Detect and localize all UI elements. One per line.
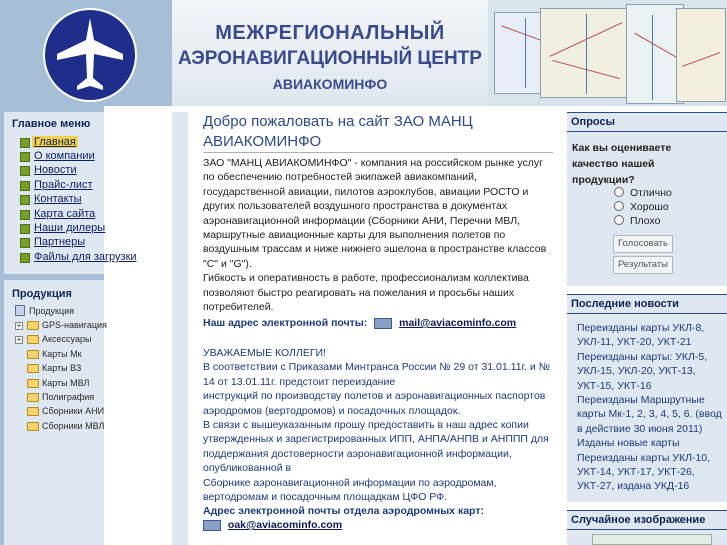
poll-option-label: Хорошо: [630, 201, 669, 213]
bullet-icon: [20, 195, 30, 205]
logo[interactable]: [43, 8, 137, 102]
folder-icon: [27, 321, 39, 330]
news-item[interactable]: Переизданы Маршрутные карты Мк-1, 2, 3, 4, 5, 6. (ввод в действие 30 июня 2011): [577, 394, 722, 435]
intro-paragraph: ЗАО "МАНЦ АВИАКОМИНФО" - компания на российском рынке услуг по обеспечению потребностей экипажей авиакомпаний, государственной авиации, пилотов аэроклубов, авиации РОСТО и других пользователей воздушного пространства в документах аэронавигационной информации (Сборники АНИ, Перечни МВЛ, маршрутные авиационные карты для выполнения полетов по воздушным трассам и ниже нижнего эшелона в пространстве классов "С" и "G").: [203, 157, 547, 270]
radio-icon[interactable]: [614, 187, 624, 197]
menu-item-partners[interactable]: Партнеры: [34, 236, 86, 248]
email-label: Наш адрес электронной почты:: [203, 317, 368, 329]
poll-option-label: Плохо: [630, 215, 661, 227]
folder-icon: [27, 350, 39, 359]
menu-item-sitemap[interactable]: Карта сайта: [34, 208, 96, 220]
folder-icon: [27, 407, 39, 416]
news-item[interactable]: Изданы новые карты: [577, 437, 680, 450]
news-item[interactable]: Переизданы карты УКЛ-8, УКЛ-11, УКТ-20, УКТ-21: [577, 322, 705, 349]
header: [0, 0, 727, 106]
bullet-icon: [20, 138, 30, 148]
tree-item-mvl-collections[interactable]: Сборники МВЛ: [42, 421, 105, 431]
menu-item-news[interactable]: Новости: [34, 164, 77, 176]
tree-item-maps-mk[interactable]: Карты Мк: [42, 349, 82, 359]
poll-title: Опросы: [567, 112, 727, 132]
bullet-icon: [20, 181, 30, 191]
vote-button[interactable]: Голосовать: [613, 235, 673, 253]
mail-icon: [203, 520, 221, 531]
poll-option[interactable]: [614, 201, 669, 213]
flex-paragraph: Гибкость и оперативность в работе, профессионализм коллектива позволяют быстро реагировать на пожелания и просьбы наших потребителей.: [203, 272, 529, 314]
title-line-3: АВИАКОМИНФО: [272, 76, 388, 92]
tree-item-maps-vz[interactable]: Карты ВЗ: [42, 363, 82, 373]
news-item[interactable]: Переизданы карты: УКЛ-5, УКЛ-15, УКЛ-20, УКТ-13, УКТ-15, УКТ-16: [577, 350, 708, 392]
menu-item-about[interactable]: О компании: [34, 150, 95, 162]
folder-icon: [27, 335, 39, 344]
airfield-email-link[interactable]: oak@aviacominfo.com: [227, 519, 343, 531]
title-line-2: АЭРОНАВИГАЦИОННЫЙ ЦЕНТР: [178, 48, 482, 69]
email-line: [203, 317, 516, 329]
menu-item-contacts[interactable]: Контакты: [34, 193, 82, 205]
header-maps-image: [488, 0, 727, 106]
bullet-icon: [20, 238, 30, 248]
poll-option[interactable]: [614, 215, 661, 227]
airfield-email-label: Адрес электронной почты отдела аэродромных карт:: [203, 505, 484, 518]
tree-root-icon: [15, 305, 25, 316]
notice-block: [203, 346, 553, 519]
airfield-email-line: [203, 519, 342, 531]
main-menu-title: Главное меню: [12, 118, 91, 130]
divider: [203, 152, 553, 153]
intro-text: [203, 156, 553, 314]
expand-icon[interactable]: +: [16, 335, 22, 344]
expand-icon[interactable]: +: [16, 321, 22, 330]
notice-paragraph: инструкций по производству полетов и аэронавигационных паспортов аэродромов (вертодромов) и посадочных площадок.: [203, 390, 546, 417]
bullet-icon: [20, 224, 30, 234]
menu-item-home[interactable]: Главная: [34, 136, 76, 148]
radio-icon[interactable]: [614, 201, 624, 211]
menu-item-downloads[interactable]: Файлы для загрузки: [34, 251, 137, 263]
random-image-title: Случайное изображение: [567, 510, 727, 530]
folder-icon: [27, 379, 39, 388]
news-item[interactable]: Переизданы карты УКЛ-10, УКТ-14, УКТ-17, УКТ-26, УКТ-27, издана УКД-16: [577, 451, 711, 493]
news-title: Последние новости: [567, 294, 727, 314]
tree-item-products[interactable]: Продукция: [29, 306, 75, 316]
email-link[interactable]: mail@aviacominfo.com: [399, 317, 517, 329]
bullet-icon: [20, 166, 30, 176]
radio-icon[interactable]: [614, 215, 624, 225]
map-image: [540, 8, 630, 98]
content-border: [172, 112, 188, 545]
poll-question: Как вы оцениваете качество нашей продукции?: [572, 142, 672, 186]
tree-item-ani[interactable]: Сборники АНИ: [42, 406, 105, 416]
folder-icon: [27, 393, 39, 402]
mail-icon: [374, 318, 392, 329]
tree-item-printing[interactable]: Полиграфия: [42, 392, 95, 402]
poll-option-label: Отлично: [630, 187, 672, 199]
folder-icon: [27, 422, 39, 431]
bullet-icon: [20, 253, 30, 263]
logo-area: [0, 0, 172, 106]
notice-paragraph: В соответствии с Приказами Минтранса России № 29 от 31.01.11г. и № 14 от 13.01.11г. предстоит переиздание: [203, 361, 550, 388]
map-image: [676, 8, 726, 102]
site-title: [172, 0, 488, 106]
menu-item-dealers[interactable]: Наши дилеры: [34, 222, 106, 234]
products-title: Продукция: [12, 288, 72, 300]
news-list: [577, 321, 727, 494]
results-button[interactable]: Результаты: [613, 256, 673, 274]
tree-item-gps[interactable]: GPS-навигация: [42, 320, 107, 330]
poll-option[interactable]: [614, 187, 672, 199]
airplane-icon: [45, 10, 135, 100]
tree-item-accessories[interactable]: Аксессуары: [42, 334, 92, 344]
spacer: [104, 106, 172, 545]
tree-item-maps-mvl[interactable]: Карты МВЛ: [42, 378, 90, 388]
random-image[interactable]: [592, 534, 712, 545]
notice-paragraph: В связи с вышеуказанным прошу предоставить в наш адрес копии утвержденных и зарегистрированных ИПП, АНПА/АНПВ и АНППП для поддержания достоверности аэронавигационной информации, опубликованной в: [203, 419, 549, 475]
folder-icon: [27, 364, 39, 373]
bullet-icon: [20, 210, 30, 220]
notice-title: УВАЖАЕМЫЕ КОЛЛЕГИ!: [203, 347, 326, 359]
page-title: Добро пожаловать на сайт ЗАО МАНЦ АВИАКОМИНФО: [203, 113, 473, 150]
title-line-1: МЕЖРЕГИОНАЛЬНЫЙ: [215, 22, 445, 44]
notice-paragraph: Сборнике аэронавигационной информации по аэродромам, вертодромам и посадочным площадкам ЦФО РФ.: [203, 476, 497, 504]
menu-item-price[interactable]: Прайс-лист: [34, 179, 93, 191]
main-content: [203, 112, 553, 152]
bullet-icon: [20, 152, 30, 162]
